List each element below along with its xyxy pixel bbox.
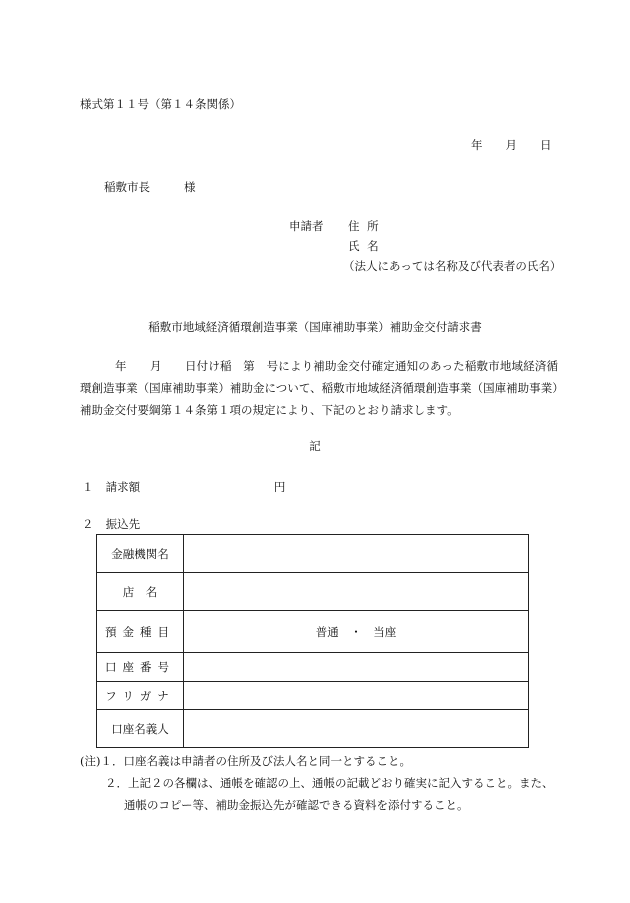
applicant-label: 申請者 [289, 219, 324, 233]
table-row [97, 573, 529, 611]
note-2-line-1: ２．上記２の各欄は、通帳を確認の上、通帳の記載どおり確実に記入すること。また、 [105, 776, 554, 790]
item1-label: 請求額 [105, 480, 141, 494]
item-transfer-destination [82, 516, 140, 532]
note-2-line-2: 通帳のコピー等、補助金振込先が確認できる資料を添付すること。 [124, 798, 469, 812]
bank-table [96, 534, 529, 748]
item-request-amount [82, 479, 285, 495]
bank-name-label: 金融機関名 [97, 535, 184, 573]
account-number-field[interactable] [184, 653, 529, 682]
applicant-note: （法人にあっては名称及び代表者の氏名） [343, 259, 562, 273]
branch-name-field[interactable] [184, 573, 529, 611]
applicant-name-label: 氏 名 [348, 239, 381, 253]
table-row [97, 535, 529, 573]
body-paragraph [80, 355, 558, 421]
account-number-label: 口座番号 [97, 653, 184, 682]
item2-label: 振込先 [105, 517, 141, 531]
table-row [97, 653, 529, 682]
account-type-label: 預金種目 [97, 611, 184, 653]
furigana-label: フリガナ [97, 682, 184, 710]
note-1 [80, 750, 411, 772]
account-holder-field[interactable] [184, 710, 529, 748]
item2-number: ２ [82, 517, 94, 531]
branch-name-label: 店 名 [97, 573, 184, 611]
addressee [104, 179, 196, 195]
note-1-text: １．口座名義は申請者の住所及び法人名と同一とすること。 [100, 754, 411, 768]
table-row [97, 611, 529, 653]
item1-number: １ [82, 480, 94, 494]
notes-prefix: (注) [80, 754, 101, 768]
document-title: 稲敷市地域経済循環創造事業（国庫補助事業）補助金交付請求書 [148, 320, 482, 334]
date-line: 年 月 日 [471, 138, 552, 152]
applicant-address-label: 住 所 [348, 219, 381, 233]
furigana-field[interactable] [184, 682, 529, 710]
addressee-name: 稲敷市長 [104, 180, 150, 194]
ki-heading: 記 [309, 439, 321, 453]
account-type-field[interactable]: 普通 ・ 当座 [184, 611, 529, 653]
table-row [97, 710, 529, 748]
addressee-honorific: 様 [184, 180, 196, 194]
account-holder-label: 口座名義人 [97, 710, 184, 748]
form-number: 様式第１１号（第１４条関係） [80, 97, 241, 111]
bank-name-field[interactable] [184, 535, 529, 573]
item1-unit: 円 [273, 480, 286, 494]
body-text: 年 月 日付け稲 第 号により補助金交付確定通知のあった稲敷市地域経済循環創造事業（国庫補助事業）補助金について、稲敷市地域経済循環創造事業（国庫補助事業）補助金交付要綱第１４条第１項の規定により、下記のとおり請求します。 [80, 359, 558, 417]
table-row [97, 682, 529, 710]
